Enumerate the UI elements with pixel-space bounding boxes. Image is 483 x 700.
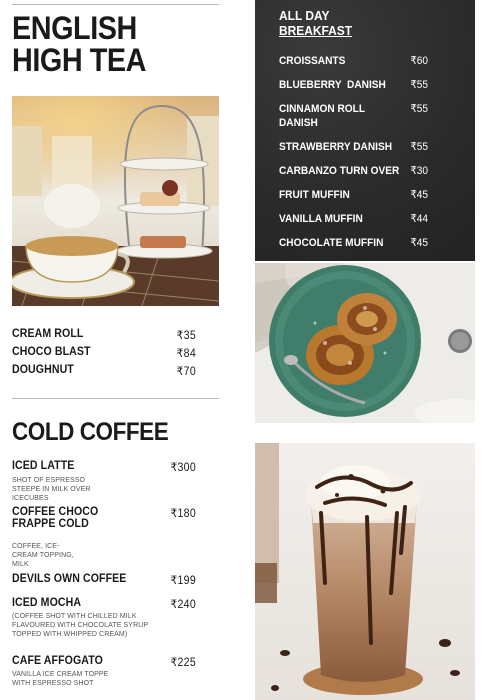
item-name: DOUGHNUT bbox=[12, 364, 74, 376]
item-name: ICED MOCHA bbox=[12, 597, 82, 609]
item-name-line1: COFFEE CHOCO bbox=[12, 506, 99, 518]
breakfast-title-line1: ALL DAY bbox=[279, 8, 330, 23]
cold-coffee-title: COLD COFFEE bbox=[12, 418, 169, 446]
item-description: VANILLA ICE CREAM TOPPE WITH ESPRESSO SHOT bbox=[12, 671, 109, 687]
high-tea-title: ENGLISH HIGH TEA bbox=[12, 10, 147, 78]
menu-item-cream-roll bbox=[12, 328, 196, 342]
item-price: ₹30 bbox=[410, 165, 429, 177]
divider-rule bbox=[12, 398, 219, 399]
breakfast-item-cinnamon-roll-danish bbox=[279, 102, 428, 130]
breakfast-item-vanilla-muffin bbox=[279, 212, 428, 226]
item-price: ₹55 bbox=[410, 79, 429, 91]
item-name: CROISSANTS bbox=[279, 55, 346, 67]
item-price: ₹55 bbox=[410, 141, 429, 153]
menu-item-devils-own-coffee bbox=[12, 573, 196, 587]
item-name: CARBANZO TURN OVER bbox=[279, 165, 400, 177]
breakfast-item-fruit-muffin bbox=[279, 188, 428, 202]
item-price: ₹180 bbox=[170, 508, 196, 520]
item-price: ₹60 bbox=[410, 55, 429, 67]
item-price: ₹84 bbox=[176, 348, 196, 360]
menu-item-doughnut bbox=[12, 364, 196, 378]
breakfast-title-line2: BREAKFAST bbox=[279, 23, 353, 38]
item-name: DEVILS OWN COFFEE bbox=[12, 573, 127, 585]
item-name bbox=[12, 506, 98, 530]
item-name: CHOCOLATE MUFFIN bbox=[279, 237, 384, 249]
top-rule-left bbox=[12, 4, 219, 5]
item-price: ₹199 bbox=[170, 575, 196, 587]
iced-mocha-photo bbox=[255, 443, 475, 700]
item-price: ₹45 bbox=[410, 237, 429, 249]
item-price: ₹44 bbox=[410, 213, 429, 225]
high-tea-photo bbox=[12, 96, 219, 306]
item-price: ₹240 bbox=[170, 599, 196, 611]
item-price: ₹225 bbox=[170, 657, 196, 669]
item-name: CREAM ROLL bbox=[12, 328, 84, 340]
menu-item-choco-blast bbox=[12, 346, 196, 360]
menu-item-iced-mocha bbox=[12, 597, 196, 611]
breakfast-item-blueberry-danish bbox=[279, 78, 428, 92]
danish-pastry-photo bbox=[255, 263, 475, 423]
item-price: ₹70 bbox=[176, 366, 196, 378]
item-name: STRAWBERRY DANISH bbox=[279, 141, 393, 153]
menu-item-iced-latte bbox=[12, 460, 196, 474]
menu-item-cafe-affogato bbox=[12, 655, 196, 669]
item-description: COFFEE, ICE-CREAM TOPPING, MILK bbox=[12, 543, 74, 568]
breakfast-item-strawberry-danish bbox=[279, 140, 428, 154]
item-price: ₹45 bbox=[410, 189, 429, 201]
item-name: CAFE AFFOGATO bbox=[12, 655, 103, 667]
breakfast-board bbox=[255, 0, 475, 261]
menu-item-coffee-choco-frappe bbox=[12, 506, 196, 530]
item-description: SHOT OF ESPRESSO STEEPE IN MILK OVER ICECUBES bbox=[12, 477, 91, 502]
breakfast-item-croissants bbox=[279, 54, 428, 68]
item-name: VANILLA MUFFIN bbox=[279, 213, 363, 225]
item-price: ₹55 bbox=[410, 103, 429, 115]
breakfast-title bbox=[279, 8, 352, 38]
item-name: FRUIT MUFFIN bbox=[279, 189, 350, 201]
item-name-line1: CINNAMON ROLL bbox=[279, 103, 366, 115]
item-name bbox=[279, 102, 365, 130]
breakfast-item-chocolate-muffin bbox=[279, 236, 428, 250]
item-price: ₹300 bbox=[170, 462, 196, 474]
item-name: ICED LATTE bbox=[12, 460, 75, 472]
item-price: ₹35 bbox=[176, 330, 196, 342]
item-name: BLUEBERRY DANISH bbox=[279, 79, 386, 91]
item-name-line2: FRAPPE COLD bbox=[12, 518, 89, 530]
item-name-line2: DANISH bbox=[279, 117, 318, 129]
item-name: CHOCO BLAST bbox=[12, 346, 91, 358]
item-description: (COFFEE SHOT WITH CHILLED MILK FLAVOURED WITH CHOCOLATE SYRUP TOPPED WITH WHIPPED CREAM) bbox=[12, 613, 149, 638]
breakfast-item-carbanzo-turn-over bbox=[279, 164, 428, 178]
